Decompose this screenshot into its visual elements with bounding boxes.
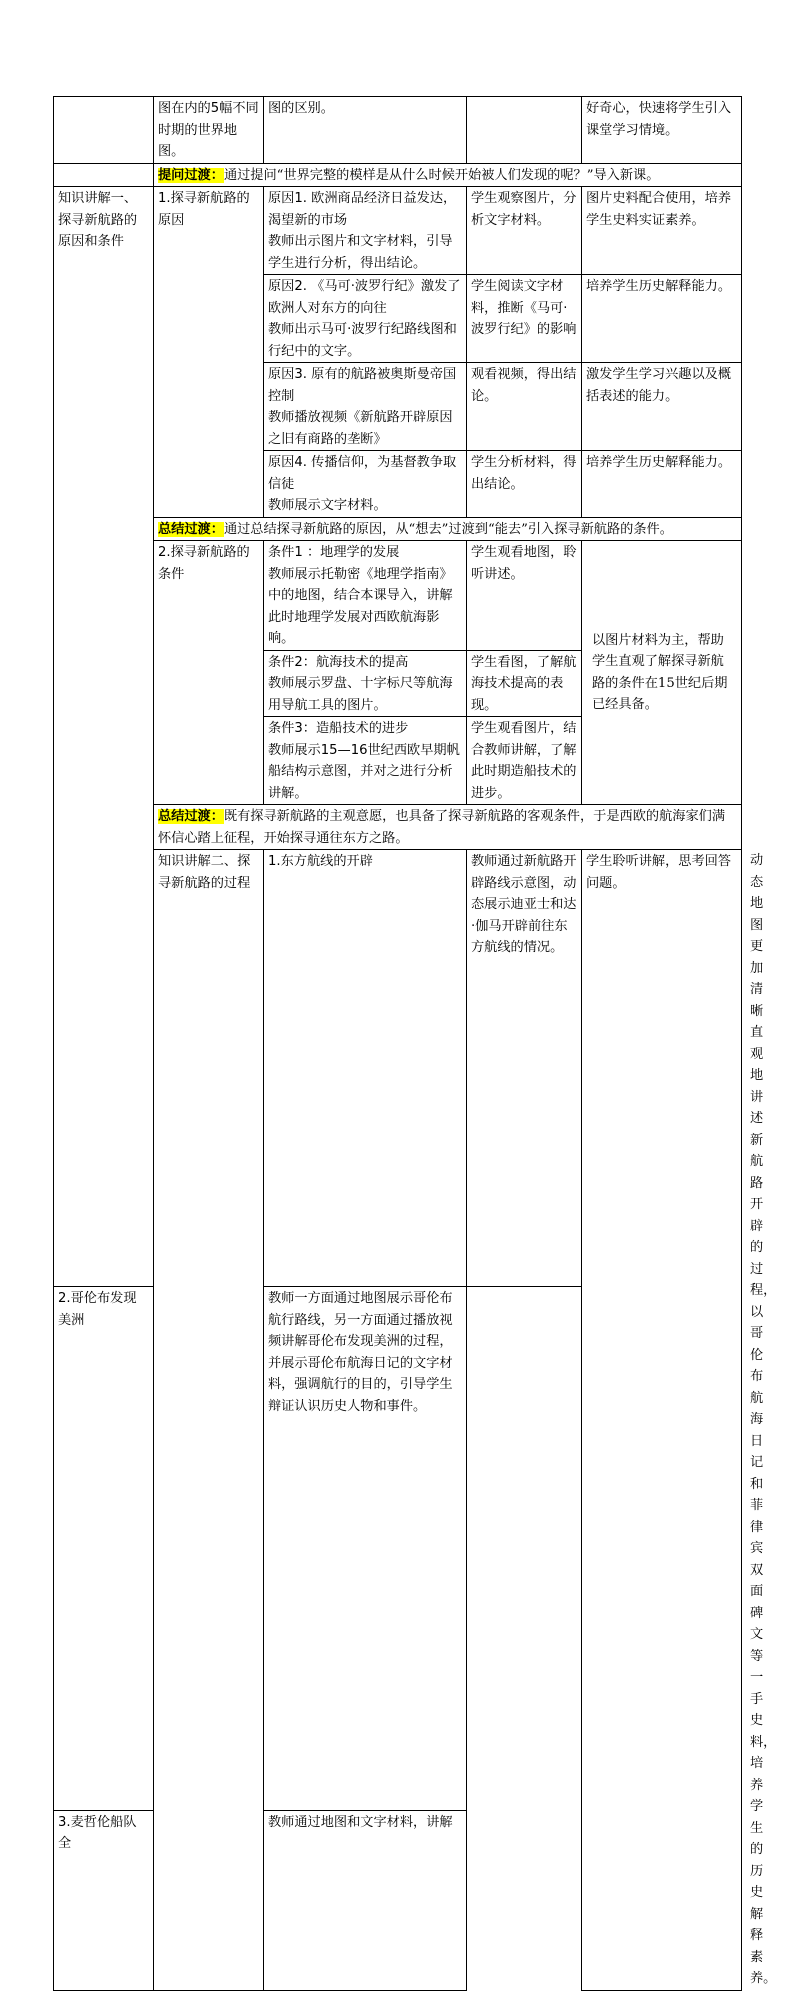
design-purpose-cell: 激发学生学习兴趣以及概括表述的能力。 xyxy=(582,363,742,451)
sub-topic-cell: 3.麦哲伦船队全 xyxy=(54,1810,154,1990)
table-row xyxy=(54,541,742,651)
teacher-activity-cell: 原因4. 传播信仰，为基督教争取信徒 教师展示文字材料。 xyxy=(264,451,467,518)
student-activity-cell: 学生聆听讲解，思考回答问题。 xyxy=(582,850,742,1991)
sub-topic-cell: 2.探寻新航路的条件 xyxy=(154,541,264,805)
stage-cell-empty xyxy=(54,97,154,164)
teacher-activity-cell: 图的区别。 xyxy=(264,97,467,164)
transition-row xyxy=(54,805,742,850)
section-title-cell: 知识讲解二、探寻新航路的过程 xyxy=(154,850,264,1991)
lesson-plan-table xyxy=(53,96,777,1991)
transition-body: 既有探寻新航路的主观意愿，也具备了探寻新航路的客观条件，于是西欧的航海家们满怀信心踏上征程，开始探寻通往东方之路。 xyxy=(158,809,726,846)
student-activity-cell: 观看视频，得出结论。 xyxy=(467,363,582,451)
teacher-activity-cell: 条件3：造船技术的进步 教师展示15—16世纪西欧早期帆船结构示意图，并对之进行分析讲解。 xyxy=(264,717,467,805)
transition-text xyxy=(154,163,742,187)
table-row xyxy=(54,97,742,164)
teacher-activity-cell: 教师通过地图和文字材料，讲解 xyxy=(264,1810,467,1990)
transition-tag: 提问过渡： xyxy=(158,167,224,183)
transition-text xyxy=(154,805,742,850)
sub-topic-cell: 1.东方航线的开辟 xyxy=(264,850,467,1287)
design-purpose-cell: 以图片材料为主，帮助学生直观了解探寻新航路的条件在15世纪后期已经具备。 xyxy=(582,541,742,805)
teacher-activity-cell: 原因3. 原有的航路被奥斯曼帝国控制 教师播放视频《新航路开辟原因之旧有商路的垄断》 xyxy=(264,363,467,451)
stage-cell-empty xyxy=(54,163,154,187)
teacher-activity-cell: 教师一方面通过地图展示哥伦布航行路线，另一方面通过播放视频讲解哥伦布发现美洲的过程，并展示哥伦布航海日记的文字材料，强调航行的目的，引导学生辩证认识历史人物和事件。 xyxy=(264,1287,467,1810)
teacher-activity-cell: 教师通过新航路开辟路线示意图，动态展示迪亚士和达·伽马开辟前往东方航线的情况。 xyxy=(467,850,582,1287)
transition-row xyxy=(54,163,742,187)
sub-topic-cell: 1.探寻新航路的原因 xyxy=(154,187,264,518)
student-activity-cell: 学生观看图片，结合教师讲解，了解此时期造船技术的进步。 xyxy=(467,717,582,805)
transition-row xyxy=(54,517,742,541)
transition-tag: 总结过渡： xyxy=(158,521,224,537)
teacher-activity-cell: 原因1. 欧洲商品经济日益发达，渴望新的市场 教师出示图片和文字材料，引导学生进行分析，得出结论。 xyxy=(264,187,467,275)
design-purpose-cell: 图片史料配合使用，培养学生史料实证素养。 xyxy=(582,187,742,275)
teacher-activity-cell: 条件2：航海技术的提高 教师展示罗盘、十字标尺等航海用导航工具的图片。 xyxy=(264,650,467,717)
student-activity-cell: 学生观察图片，分析文字材料。 xyxy=(467,187,582,275)
design-purpose-cell: 培养学生历史解释能力。 xyxy=(582,451,742,518)
transition-text xyxy=(154,517,742,541)
table-row: 知识讲解二、探寻新航路的过程 1.东方航线的开辟 教师通过新航路开辟路线示意图，动态展示迪亚士和达·伽马开辟前往东方航线的情况。 学生聆听讲解，思考回答问题。 动态地图更加清晰直观地讲述新航路开辟的过程，以哥伦布航海日记和菲律宾双面碑文等一手史料，培养学生的历史解释素养。 xyxy=(54,850,742,1287)
teacher-activity-cell: 条件1 ：地理学的发展 教师展示托勒密《地理学指南》中的地图，结合本课导入，讲解此时地理学发展对西欧航海影响。 xyxy=(264,541,467,651)
design-purpose-cell: 好奇心，快速将学生引入课堂学习情境。 xyxy=(582,97,742,164)
table-row xyxy=(54,187,742,275)
student-activity-cell xyxy=(467,97,582,164)
design-purpose-cell: 培养学生历史解释能力。 xyxy=(582,275,742,363)
sub-topic-cell: 图在内的5幅不同时期的世界地图。 xyxy=(154,97,264,164)
student-activity-cell: 学生分析材料，得出结论。 xyxy=(467,451,582,518)
transition-body: 通过提问“世界完整的模样是从什么时候开始被人们发现的呢？”导入新课。 xyxy=(223,167,660,183)
sub-topic-cell: 2.哥伦布发现美洲 xyxy=(54,1287,154,1810)
student-activity-cell: 学生阅读文字材料，推断《马可·波罗行纪》的影响 xyxy=(467,275,582,363)
transition-body: 通过总结探寻新航路的原因，从“想去”过渡到“能去”引入探寻新航路的条件。 xyxy=(223,521,673,537)
transition-tag: 总结过渡： xyxy=(158,809,224,824)
student-activity-cell: 学生看图，了解航海技术提高的表现。 xyxy=(467,650,582,717)
section-title-cell: 知识讲解一、探寻新航路的原因和条件 xyxy=(54,187,154,1287)
teacher-activity-cell: 原因2. 《马可·波罗行纪》激发了欧洲人对东方的向往 教师出示马可·波罗行纪路线图和行纪中的文字。 xyxy=(264,275,467,363)
student-activity-cell: 学生观看地图，聆听讲述。 xyxy=(467,541,582,651)
